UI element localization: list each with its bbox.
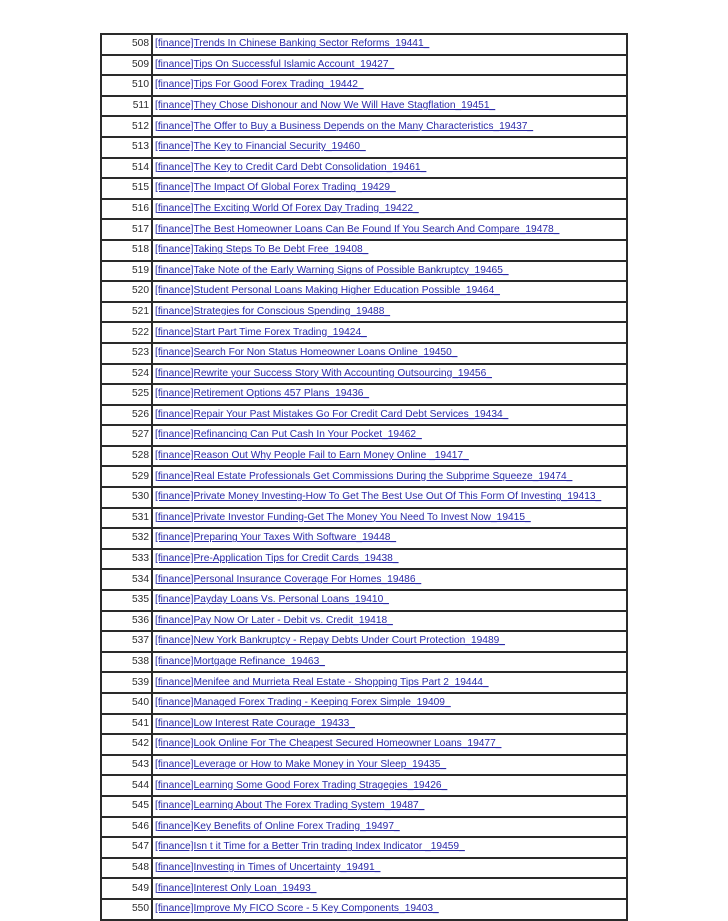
table-row (101, 755, 627, 776)
table-row (101, 199, 627, 220)
table-row (101, 261, 627, 282)
article-link-cell (152, 137, 627, 158)
table-row (101, 858, 627, 879)
table-row (101, 137, 627, 158)
article-link-cell (152, 302, 627, 323)
article-link[interactable]: [finance]Trends In Chinese Banking Sector Reforms_19441_ (155, 38, 430, 50)
article-link[interactable]: [finance]Private Money Investing-How To Get The Best Use Out Of This Form Of Investing_19413_ (155, 491, 602, 503)
row-number: 547 (101, 837, 152, 858)
article-link[interactable]: [finance]They Chose Dishonour and Now We Will Have Stagflation_19451_ (155, 99, 496, 111)
article-link[interactable]: [finance]Improve My FICO Score - 5 Key Components_19403_ (155, 903, 439, 915)
article-link[interactable]: [finance]Low Interest Rate Courage_19433_ (155, 717, 355, 729)
row-number: 511 (101, 96, 152, 117)
article-link-cell (152, 775, 627, 796)
article-link-cell (152, 734, 627, 755)
article-link-cell (152, 446, 627, 467)
row-number: 533 (101, 549, 152, 570)
table-row (101, 384, 627, 405)
table-row (101, 487, 627, 508)
article-link-cell (152, 425, 627, 446)
row-number: 509 (101, 55, 152, 76)
article-link[interactable]: [finance]The Impact Of Global Forex Trading_19429_ (155, 182, 396, 194)
row-number: 543 (101, 755, 152, 776)
article-link[interactable]: [finance]Start Part Time Forex Trading_19424_ (155, 326, 367, 338)
article-link[interactable]: [finance]Preparing Your Taxes With Software_19448_ (155, 532, 397, 544)
row-number: 534 (101, 569, 152, 590)
article-link-cell (152, 261, 627, 282)
row-number: 518 (101, 240, 152, 261)
table-row (101, 652, 627, 673)
article-link-cell (152, 75, 627, 96)
article-link[interactable]: [finance]The Best Homeowner Loans Can Be Found If You Search And Compare_19478_ (155, 223, 560, 235)
table-row (101, 322, 627, 343)
article-link[interactable]: [finance]The Offer to Buy a Business Depends on the Many Characteristics_19437_ (155, 120, 534, 132)
article-link-cell (152, 714, 627, 735)
article-link[interactable]: [finance]Search For Non Status Homeowner Loans Online_19450_ (155, 347, 458, 359)
row-number: 540 (101, 693, 152, 714)
row-number: 515 (101, 178, 152, 199)
row-number: 521 (101, 302, 152, 323)
table-row (101, 796, 627, 817)
row-number: 508 (101, 34, 152, 55)
table-row (101, 569, 627, 590)
article-link-cell (152, 343, 627, 364)
table-row (101, 714, 627, 735)
table-row (101, 446, 627, 467)
article-link[interactable]: [finance]Learning Some Good Forex Trading Stragegies_19426_ (155, 779, 448, 791)
table-row (101, 96, 627, 117)
table-row (101, 302, 627, 323)
row-number: 520 (101, 281, 152, 302)
row-number: 531 (101, 508, 152, 529)
article-link-cell (152, 817, 627, 838)
table-row (101, 116, 627, 137)
row-number: 545 (101, 796, 152, 817)
article-link-cell (152, 364, 627, 385)
table-row (101, 34, 627, 55)
table-row (101, 611, 627, 632)
article-link[interactable]: [finance]Pay Now Or Later - Debit vs. Credit_19418_ (155, 614, 393, 626)
article-link[interactable]: [finance]Private Investor Funding-Get The Money You Need To Invest Now_19415_ (155, 511, 531, 523)
article-link-cell (152, 611, 627, 632)
article-link-cell (152, 569, 627, 590)
article-link-cell (152, 116, 627, 137)
table-row (101, 158, 627, 179)
article-link-cell (152, 219, 627, 240)
article-link[interactable]: [finance]Strategies for Conscious Spending_19488_ (155, 305, 391, 317)
article-link[interactable]: [finance]Rewrite your Success Story With Accounting Outsourcing_19456_ (155, 367, 492, 379)
article-link-cell (152, 199, 627, 220)
article-link[interactable]: [finance]Take Note of the Early Warning Signs of Possible Bankruptcy_19465_ (155, 264, 509, 276)
article-link-cell (152, 631, 627, 652)
row-number: 523 (101, 343, 152, 364)
row-number: 527 (101, 425, 152, 446)
row-number: 538 (101, 652, 152, 673)
article-link[interactable]: [finance]Interest Only Loan_19493_ (155, 882, 317, 894)
table-row (101, 672, 627, 693)
row-number: 528 (101, 446, 152, 467)
row-number: 549 (101, 878, 152, 899)
article-link-cell (152, 837, 627, 858)
table-row (101, 364, 627, 385)
row-number: 526 (101, 405, 152, 426)
article-link[interactable]: [finance]Tips For Good Forex Trading_19442_ (155, 79, 364, 91)
row-number: 514 (101, 158, 152, 179)
article-link-cell (152, 466, 627, 487)
article-link[interactable]: [finance]Personal Insurance Coverage For Homes_19486_ (155, 573, 422, 585)
article-link[interactable]: [finance]Student Personal Loans Making Higher Education Possible_19464_ (155, 285, 500, 297)
row-number: 510 (101, 75, 152, 96)
article-link-cell (152, 858, 627, 879)
table-row (101, 281, 627, 302)
row-number: 530 (101, 487, 152, 508)
article-link[interactable]: [finance]Key Benefits of Online Forex Trading_19497_ (155, 820, 400, 832)
row-number: 524 (101, 364, 152, 385)
row-number: 532 (101, 528, 152, 549)
table-row (101, 817, 627, 838)
article-link-cell (152, 281, 627, 302)
table-row (101, 837, 627, 858)
article-link-cell (152, 34, 627, 55)
row-number: 544 (101, 775, 152, 796)
article-link[interactable]: [finance]Look Online For The Cheapest Secured Homeowner Loans_19477_ (155, 738, 502, 750)
article-link-cell (152, 693, 627, 714)
article-link-cell (152, 878, 627, 899)
article-link[interactable]: [finance]The Key to Credit Card Debt Consolidation_19461_ (155, 161, 427, 173)
row-number: 516 (101, 199, 152, 220)
article-link[interactable]: [finance]Managed Forex Trading - Keeping Forex Simple_19409_ (155, 697, 451, 709)
article-link-cell (152, 508, 627, 529)
article-link-cell (152, 796, 627, 817)
article-link-cell (152, 528, 627, 549)
article-link[interactable]: [finance]The Exciting World Of Forex Day Trading_19422_ (155, 202, 419, 214)
article-link-cell (152, 899, 627, 920)
article-link[interactable]: [finance]Learning About The Forex Trading System_19487_ (155, 800, 425, 812)
table-row (101, 693, 627, 714)
row-number: 517 (101, 219, 152, 240)
article-link-cell (152, 549, 627, 570)
article-link[interactable]: [finance]Mortgage Refinance_19463_ (155, 656, 325, 667)
article-link[interactable]: [finance]The Key to Financial Security_19460_ (155, 141, 366, 153)
row-number: 513 (101, 137, 152, 158)
row-number: 522 (101, 322, 152, 343)
article-link-cell (152, 384, 627, 405)
row-number: 541 (101, 714, 152, 735)
article-link-cell (152, 178, 627, 199)
article-link[interactable]: [finance]Refinancing Can Put Cash In Your Pocket_19462_ (155, 429, 422, 441)
article-link[interactable]: [finance]Tips On Successful Islamic Account_19427_ (155, 58, 395, 70)
article-link-cell (152, 240, 627, 261)
article-link[interactable]: [finance]Pre-Application Tips for Credit Cards_19438_ (155, 553, 399, 565)
article-link[interactable]: [finance]Investing in Times of Uncertainty_19491_ (155, 861, 381, 873)
table-row (101, 178, 627, 199)
table-row (101, 240, 627, 261)
article-link[interactable]: [finance]Taking Steps To Be Debt Free_19408_ (155, 244, 369, 256)
row-number: 539 (101, 672, 152, 693)
article-link[interactable]: [finance]New York Bankruptcy - Repay Debts Under Court Protection_19489_ (155, 635, 505, 647)
article-link-cell (152, 55, 627, 76)
table-row (101, 466, 627, 487)
row-number: 548 (101, 858, 152, 879)
table-row (101, 734, 627, 755)
table-row (101, 405, 627, 426)
article-link[interactable]: [finance]Isn t it Time for a Better Trin trading Index Indicator _19459_ (155, 841, 465, 853)
table-row (101, 528, 627, 549)
table-row (101, 55, 627, 76)
table-row (101, 219, 627, 240)
article-link[interactable]: [finance]Real Estate Professionals Get Commissions During the Subprime Squeeze_19474_ (155, 470, 573, 482)
row-number: 525 (101, 384, 152, 405)
table-row (101, 508, 627, 529)
table-row (101, 549, 627, 570)
table-row (101, 343, 627, 364)
article-link-cell (152, 158, 627, 179)
row-number: 542 (101, 734, 152, 755)
table-row (101, 590, 627, 611)
article-link-cell (152, 322, 627, 343)
article-link[interactable]: [finance]Reason Out Why People Fail to Earn Money Online _19417_ (155, 450, 469, 462)
row-number: 529 (101, 466, 152, 487)
row-number: 512 (101, 116, 152, 137)
article-link[interactable]: [finance]Repair Your Past Mistakes Go For Credit Card Debt Services_19434_ (155, 408, 509, 420)
table-row (101, 878, 627, 899)
article-link[interactable]: [finance]Leverage or How to Make Money in Your Sleep_19435_ (155, 758, 447, 770)
article-link-cell (152, 590, 627, 611)
row-number: 519 (101, 261, 152, 282)
article-index-table (100, 33, 628, 921)
table-row (101, 775, 627, 796)
article-link[interactable]: [finance]Payday Loans Vs. Personal Loans_19410_ (155, 594, 389, 606)
article-link-cell (152, 96, 627, 117)
article-index-body (101, 34, 627, 920)
row-number: 537 (101, 631, 152, 652)
article-link-cell (152, 405, 627, 426)
article-link-cell (152, 652, 627, 673)
table-row (101, 425, 627, 446)
row-number: 550 (101, 899, 152, 920)
article-link-cell (152, 672, 627, 693)
article-link-cell (152, 487, 627, 508)
article-link[interactable]: [finance]Menifee and Murrieta Real Estate - Shopping Tips Part 2_19444_ (155, 676, 489, 688)
table-row (101, 899, 627, 920)
table-row (101, 75, 627, 96)
table-row (101, 631, 627, 652)
row-number: 536 (101, 611, 152, 632)
document-page (100, 33, 628, 921)
row-number: 546 (101, 817, 152, 838)
article-link[interactable]: [finance]Retirement Options 457 Plans_19436_ (155, 388, 370, 400)
row-number: 535 (101, 590, 152, 611)
article-link-cell (152, 755, 627, 776)
